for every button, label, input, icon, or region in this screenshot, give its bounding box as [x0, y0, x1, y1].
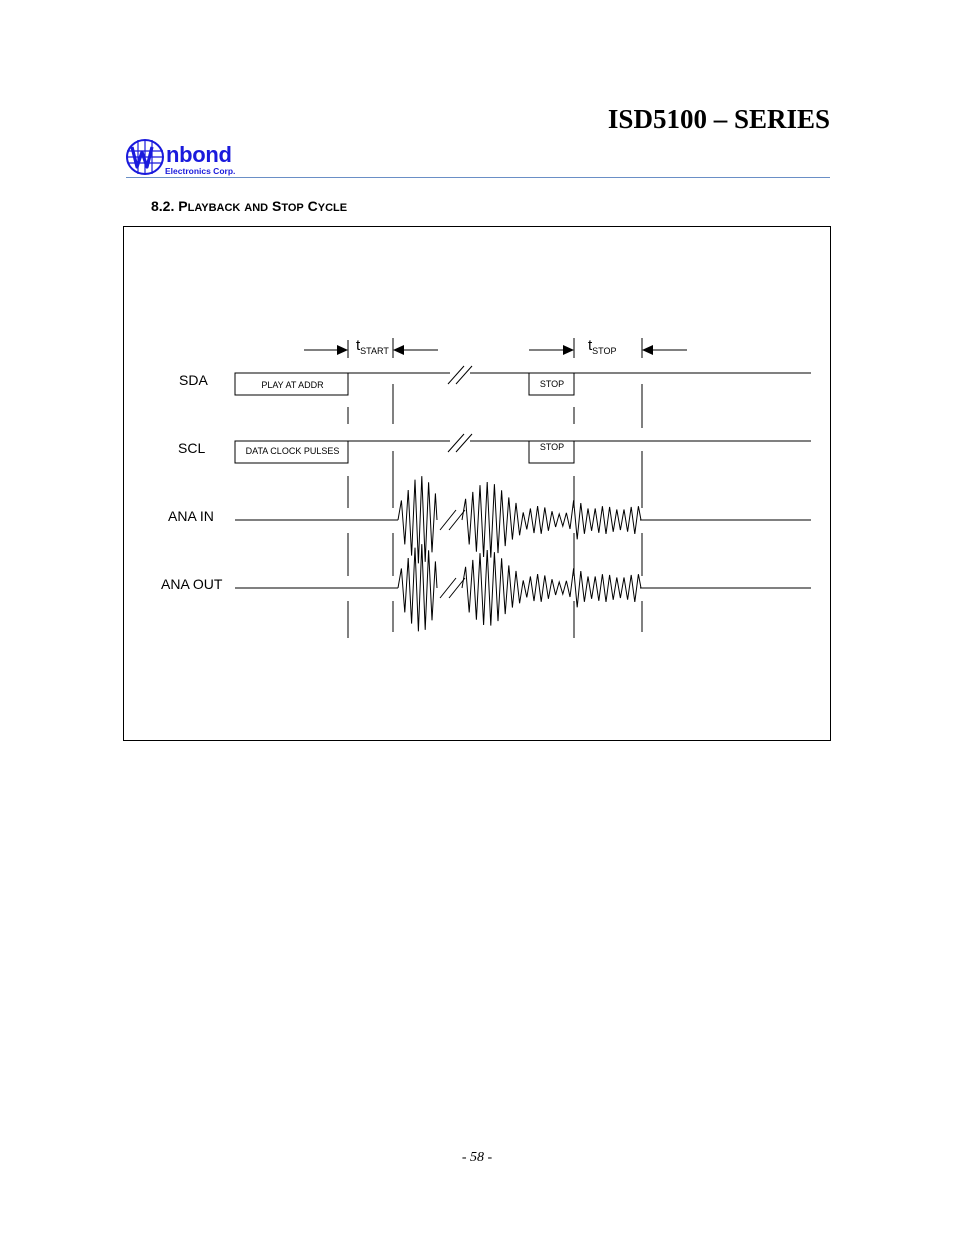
ana-in-break-1: [440, 510, 456, 530]
signal-label-sda: SDA: [179, 372, 208, 388]
heading-w3-initial: S: [271, 198, 282, 214]
signal-label-scl: SCL: [178, 440, 206, 456]
ana-out-break-2: [449, 578, 465, 598]
section-number: 8.2.: [151, 198, 175, 214]
ana-out-break-1: [440, 578, 456, 598]
heading-w2: AND: [244, 202, 269, 214]
document-title: ISD5100 – SERIES: [607, 104, 830, 134]
timing-label-t-start: $t_{START}$: [356, 337, 389, 356]
ana-in-waveform-1: [398, 476, 437, 563]
t-start-arrowhead-left: [337, 345, 348, 355]
heading-w4-initial: C: [307, 198, 318, 214]
scl-break-2: [456, 434, 472, 452]
ana-in-break-2: [449, 510, 465, 530]
logo-wordmark: nbond: [166, 142, 232, 167]
ana-out-waveform-1: [398, 544, 437, 631]
heading-w1-initial: P: [178, 198, 188, 214]
heading-w3-rest: TOP: [281, 202, 304, 214]
box-label-scl-stop: STOP: [539, 442, 565, 452]
signal-label-ana-out: ANA OUT: [161, 576, 223, 592]
t-stop-arrowhead-right: [642, 345, 653, 355]
heading-w1-rest: LAYBACK: [187, 202, 241, 214]
sda-break-2: [456, 366, 472, 384]
heading-w4-rest: YCLE: [317, 202, 348, 214]
t-start-arrowhead-right: [393, 345, 404, 355]
logo-subtitle: Electronics Corp.: [165, 166, 236, 176]
signal-label-ana-in: ANA IN: [168, 508, 214, 524]
box-label-sda-stop: STOP: [539, 379, 565, 389]
ana-out-waveform-2: [462, 550, 641, 626]
page-number: - 58 -: [461, 1150, 493, 1165]
t-stop-arrowhead-left: [563, 345, 574, 355]
box-label-play-at-addr: PLAY AT ADDR: [261, 380, 324, 390]
timing-label-t-stop: $t_{STOP}$: [588, 337, 617, 356]
sda-break-1: [448, 366, 464, 384]
box-label-data-clock-pulses: DATA CLOCK PULSES: [245, 446, 340, 456]
ana-in-waveform-2: [462, 482, 641, 558]
scl-break-1: [448, 434, 464, 452]
